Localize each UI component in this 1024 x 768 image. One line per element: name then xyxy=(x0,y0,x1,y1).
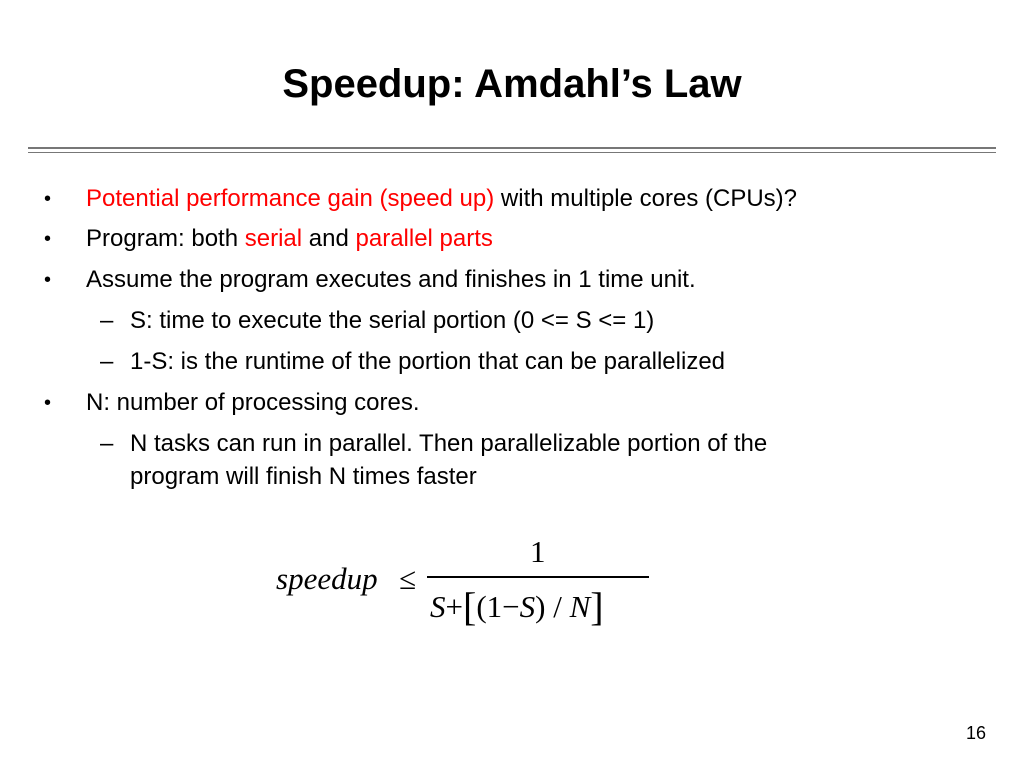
sub-bullet-parallel-runtime: 1-S: is the runtime of the portion that can be parallelized xyxy=(130,348,726,375)
sub-bullet-serial-time: S: time to execute the serial portion (0 <= S <= 1) xyxy=(130,307,655,334)
denominator-slash: / xyxy=(545,589,570,624)
bullet-marker: • xyxy=(44,188,52,210)
formula-denominator xyxy=(430,584,604,629)
formula-lhs: speedup xyxy=(276,561,378,596)
bullet-text: Program: both xyxy=(86,225,245,252)
formula-relation: ≤ xyxy=(399,561,417,596)
denominator-n: N xyxy=(569,589,591,624)
highlight-serial: serial xyxy=(244,225,303,252)
denominator-right-bracket: ] xyxy=(590,584,604,629)
fraction-bar xyxy=(427,576,649,578)
bullet-text: with multiple cores (CPUs)? xyxy=(494,185,797,212)
bullet-marker: • xyxy=(44,228,52,250)
bullet-marker: • xyxy=(44,269,52,291)
bullet-performance-gain xyxy=(86,184,797,214)
denominator-close: ) xyxy=(535,589,546,624)
denominator-open: (1 xyxy=(476,589,503,624)
sub-bullet-n-tasks-line2: program will finish N times faster xyxy=(130,463,477,490)
title-divider-top xyxy=(28,147,996,149)
highlight-parallel-parts: parallel parts xyxy=(355,225,493,252)
title-divider-bottom xyxy=(28,152,996,153)
denominator-s: S xyxy=(430,589,446,624)
bullet-text: and xyxy=(302,225,356,252)
denominator-plus: + xyxy=(445,589,463,624)
denominator-s2: S xyxy=(519,589,536,624)
sub-bullet-marker: – xyxy=(100,307,114,334)
bullet-processing-cores: N: number of processing cores. xyxy=(86,389,420,416)
sub-bullet-marker: – xyxy=(100,430,114,457)
amdahl-formula xyxy=(270,530,670,640)
sub-bullet-n-tasks-line1: N tasks can run in parallel. Then parallelizable portion of the xyxy=(130,430,768,457)
bullet-marker: • xyxy=(44,392,52,414)
denominator-left-bracket: [ xyxy=(462,584,477,629)
denominator-minus: − xyxy=(502,589,520,624)
bullet-program-parts xyxy=(86,224,493,254)
slide-title: Speedup: Amdahl’s Law xyxy=(282,62,742,106)
sub-bullet-marker: – xyxy=(100,348,114,375)
bullet-assume-time-unit: Assume the program executes and finishes in 1 time unit. xyxy=(86,266,696,293)
highlight-speedup: Potential performance gain (speed up) xyxy=(86,185,495,212)
formula-numerator: 1 xyxy=(530,534,546,569)
page-number: 16 xyxy=(966,723,987,743)
